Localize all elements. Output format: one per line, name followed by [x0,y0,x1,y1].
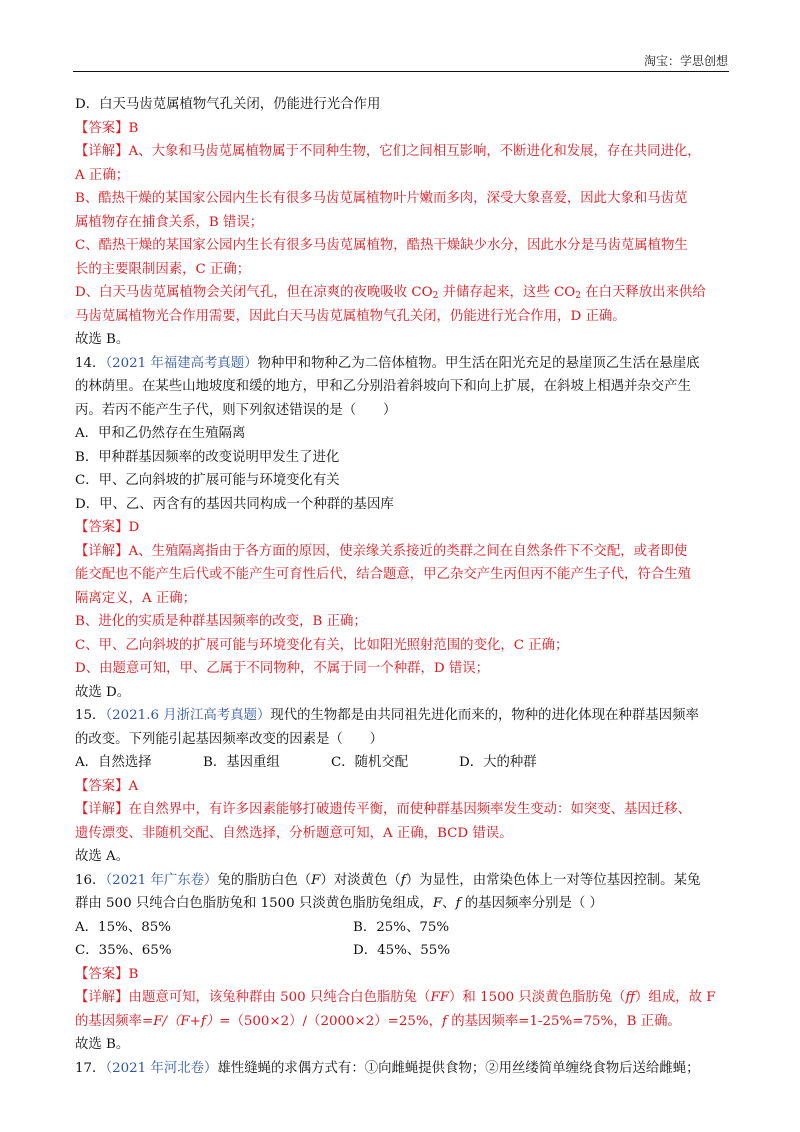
q13-detail-d2: 马齿苋属植物光合作用需要，因此白天马齿苋属植物气孔关闭，仍能进行光合作用，D 正确。 [75,308,626,324]
q14-detail-d: D、由题意可知，甲、乙属于不同物种，不属于同一个种群，D 错误； [75,661,490,676]
q16-detail-line1 [75,986,730,1010]
q13-detail-b2: 属植物存在捕食关系，B 错误； [75,214,264,230]
q15-answer: 【答案】A [75,778,139,794]
q17-number: 17． [75,1060,106,1076]
q14-option-b: B．甲种群基因频率的改变说明甲发生了进化 [75,449,340,465]
q16-stem2-part1: 群由 500 只纯合白色脂肪兔和 1500 只淡黄色脂肪兔组成， [75,896,433,911]
gene-symbol: f [400,872,406,888]
q14-option-c: C．甲、乙向斜坡的扩展可能与环境变化有关 [75,473,340,488]
q15-stem1: 现代的生物都是由共同祖先进化而来的，物种的进化体现在种群基因频率 [270,708,699,723]
q16-option-a: A．15%、85% [75,919,171,935]
q13-detail-a1: 【详解】A、大象和马齿苋属植物属于不同种生物，它们之间相互影响，不断进化和发展，存在共同进化， [75,144,701,159]
q16-detail1-part3: ）组成，故 F [635,990,716,1005]
q13-detail-d1 [75,281,730,305]
q14-stem3: 丙。若丙不能产生子代，则下列叙述错误的是（ ） [75,402,397,418]
q15-option-d: D．大的种群 [459,755,537,770]
q16-detail1-part2: ）和 1500 只淡黄色脂肪兔（ [449,990,626,1005]
q16-number: 16． [75,872,106,888]
document-body [75,93,730,1080]
gene-symbol: F [432,896,443,911]
frequency-formula: F/（F+f） [153,1013,220,1029]
q16-detail2-part3: 的基因频率=1-25%=75%，B 正确。 [447,1013,681,1029]
q16-stem-line2 [75,892,730,916]
q14-option-a: A．甲和乙仍然存在生殖隔离 [75,426,246,441]
genotype: FF [430,990,450,1005]
q17-source: （2021 年河北卷） [105,1060,218,1076]
q14-number: 14． [75,355,106,371]
q17-stem-line1 [75,1057,730,1081]
q16-source: （2021 年广东卷） [105,872,218,888]
header-rule [73,71,729,72]
q17-stem1: 雄性缝蝇的求偶方式有：①向雌蝇提供食物；②用丝缕简单缠绕食物后送给雌蝇； [217,1060,700,1076]
q15-detail1: 【详解】在自然界中，有许多因素能够打破遗传平衡，而使种群基因频率发生变动：如突变、基因迁移、 [75,802,691,817]
q15-option-b: B．基因重组 [203,755,280,770]
q14-detail-b: B、进化的实质是种群基因频率的改变，B 正确； [75,614,367,629]
q14-option-d: D．甲、乙、丙含有的基因共同构成一个种群的基因库 [75,496,394,512]
q14-detail-c: C、甲、乙向斜坡的扩展可能与环境变化有关，比如阳光照射范围的变化，C 正确； [75,637,569,653]
q16-stem2-part2: 的基因频率分别是（ ） [460,896,603,911]
q16-detail2-part1: 的基因频率= [75,1013,154,1029]
q16-stem1-part1: 兔的脂肪白色（ [217,872,312,888]
q13-choose: 故选 B。 [75,332,130,347]
gene-symbol: f [442,1013,448,1029]
q16-detail-line2 [75,1010,730,1034]
q14-stem-line1 [75,352,730,376]
gene-symbol: F [311,872,321,888]
q16-stem1-part3: ）为显性，由常染色体上一对等位基因控制。某兔 [405,872,701,888]
q14-source: （2021 年福建高考真题） [105,355,258,371]
q14-choose: 故选 D。 [75,684,131,700]
q15-stem2: 的改变。下列能引起基因频率改变的因素是（ ） [75,731,383,747]
q16-choose: 故选 B。 [75,1037,130,1052]
header-text: 淘宝：学思创想 [643,54,728,68]
q16-option-c: C．35%、65% [75,943,172,958]
q15-options [75,751,730,775]
q16-stem2-sep: 、 [442,896,456,911]
q13-answer: 【答案】B [75,120,139,136]
q16-detail2-part2: =（500×2）/（2000×2）=25%， [219,1013,443,1029]
q16-option-d: D．45%、55% [353,943,451,958]
q15-option-c: C．随机交配 [331,755,409,770]
q13-detail-d1-part2: 并储存起来，这些 CO [438,285,576,300]
q16-option-b: B．25%、75% [353,919,450,935]
q16-stem-line1 [75,869,730,893]
q14-detail-a1: 【详解】A、生殖隔离指由于各方面的原因，使亲缘关系接近的类群之间在自然条件下不交配，或者即使 [75,543,688,559]
genotype: ff [625,990,636,1005]
q15-source: （2021.6 月浙江高考真题） [105,708,271,723]
gene-symbol: f [455,896,461,911]
q16-stem1-part2: ）对淡黄色（ [320,872,401,888]
q15-detail2: 遗传漂变、非随机交配、自然选择，分析题意可知，A 正确，BCD 错误。 [75,825,513,841]
co2-subscript: 2 [432,291,439,301]
q15-choose: 故选 A。 [75,849,130,864]
q13-detail-c2: 长的主要限制因素，C 正确； [75,261,251,277]
q14-detail-a2: 能交配也不能产生后代或不能产生可育性后代，结合题意，甲乙杂交产生丙但丙不能产生子代，符合生殖 [75,567,691,582]
q13-detail-a2: A 正确； [75,167,130,183]
q14-stem1: 物种甲和物种乙为二倍体植物。甲生活在阳光充足的悬崖顶乙生活在悬崖底 [257,355,700,371]
q15-option-a: A．自然选择 [75,755,152,770]
q14-detail-a3: 隔离定义，A 正确； [75,590,197,606]
q13-detail-d1-part3: 在白天释放出来供给 [580,285,706,300]
q16-options-row2 [75,939,730,963]
q13-detail-c1: C、酷热干燥的某国家公园内生长有很多马齿苋属植物，酷热干燥缺少水分，因此水分是马齿苋属植物生 [75,238,688,253]
q13-option-d: D．白天马齿苋属植物气孔关闭，仍能进行光合作用 [75,97,381,112]
q14-answer: 【答案】D [75,520,140,535]
q14-stem2: 的林荫里。在某些山地坡度和缓的地方，甲和乙分别沿着斜坡向下和向上扩展，在斜坡上相遇并杂交产生 [75,379,691,394]
q16-answer: 【答案】B [75,966,139,982]
co2-subscript: 2 [575,291,581,301]
q15-stem-line1 [75,704,730,728]
q16-options-row1 [75,916,730,940]
q15-number: 15． [75,708,106,723]
q16-detail1-part1: 【详解】由题意可知，该兔种群由 500 只纯合白色脂肪兔（ [75,990,431,1005]
q13-detail-d1-part1: D、白天马齿苋属植物会关闭气孔，但在凉爽的夜晚吸收 CO [75,285,433,300]
q13-detail-b1: B、酷热干燥的某国家公园内生长有很多马齿苋属植物叶片嫩而多肉，深受大象喜爱，因此大象和马齿苋 [75,191,688,206]
